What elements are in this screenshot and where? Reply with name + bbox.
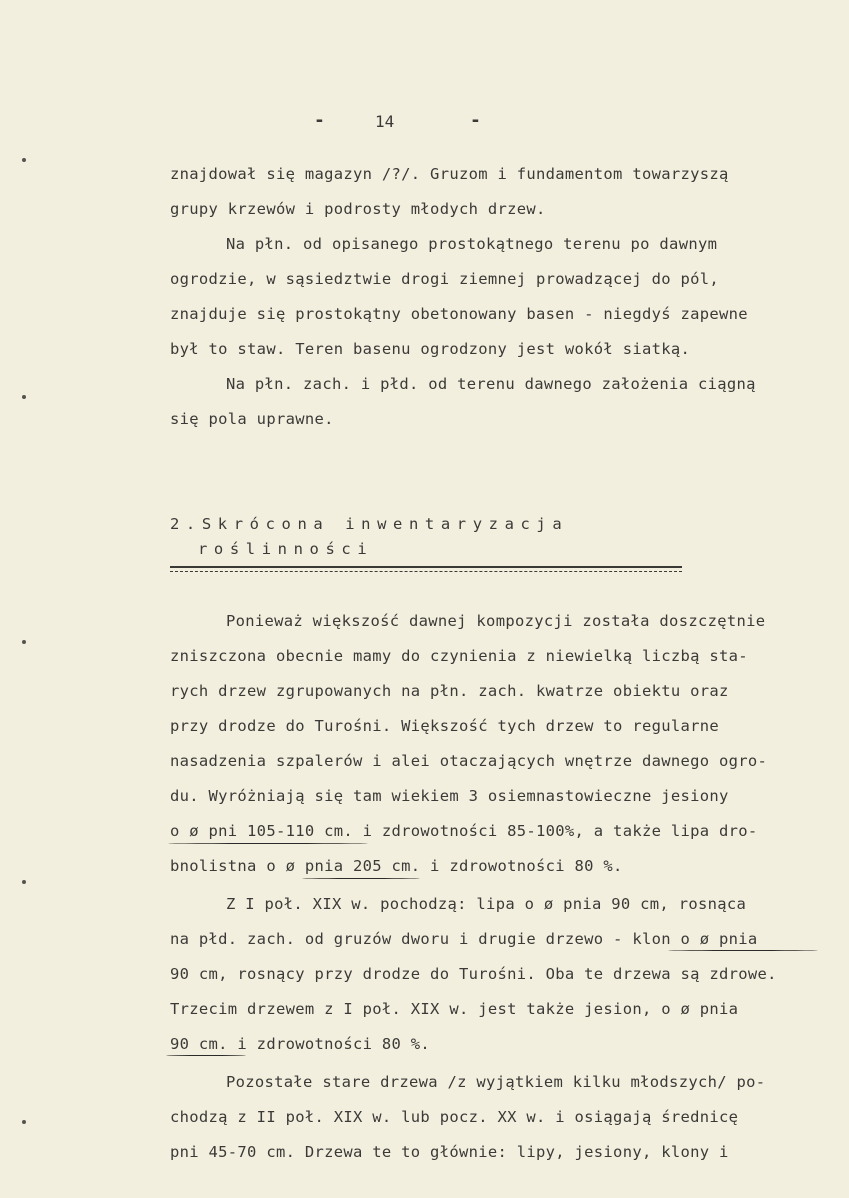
text-line: nasadzenia szpalerów i alei otaczających wnętrze dawnego ogro- [170, 752, 768, 770]
page-number-dash-left: - [314, 110, 325, 131]
text-line: Ponieważ większość dawnej kompozycji została doszczętnie [226, 612, 766, 630]
text-line: 90 cm, rosnący przy drodze do Turośni. Oba te drzewa są zdrowe. [170, 965, 777, 983]
text-line: Na płn. zach. i płd. od terenu dawnego założenia ciągną [226, 375, 756, 393]
text-line: na płd. zach. od gruzów dworu i drugie drzewo - klon o ø pnia [170, 930, 758, 948]
handwritten-underline [166, 1055, 246, 1056]
section-heading-continued: roślinności [198, 540, 374, 558]
handwritten-underline [668, 950, 818, 951]
page-number-dash-right: - [470, 110, 481, 131]
margin-mark [22, 880, 26, 884]
text-line: był to staw. Teren basenu ogrodzony jest wokół siatką. [170, 340, 691, 358]
handwritten-underline [168, 843, 368, 844]
text-line: 90 cm. i zdrowotności 80 %. [170, 1035, 431, 1053]
heading-underline [170, 566, 682, 572]
margin-mark [22, 1120, 26, 1124]
text-line: grupy krzewów i podrosty młodych drzew. [170, 200, 546, 218]
text-line: rych drzew zgrupowanych na płn. zach. kwatrze obiektu oraz [170, 682, 729, 700]
text-line: Trzecim drzewem z I poł. XIX w. jest także jesion, o ø pnia [170, 1000, 739, 1018]
text-line: du. Wyróżniają się tam wiekiem 3 osiemnastowieczne jesiony [170, 787, 729, 805]
margin-mark [22, 640, 26, 644]
margin-mark [22, 395, 26, 399]
text-line: ogrodzie, w sąsiedztwie drogi ziemnej prowadzącej do pól, [170, 270, 720, 288]
text-line: bnolistna o ø pnia 205 cm. i zdrowotności 80 %. [170, 857, 623, 875]
section-heading: 2.Skrócona inwentaryzacja [170, 515, 569, 533]
text-line: przy drodze do Turośni. Większość tych drzew to regularne [170, 717, 720, 735]
handwritten-underline [302, 878, 420, 879]
text-line: znajduje się prostokątny obetonowany basen - niegdyś zapewne [170, 305, 748, 323]
text-line: o ø pni 105-110 cm. i zdrowotności 85-100%, a także lipa dro- [170, 822, 758, 840]
text-line: znajdował się magazyn /?/. Gruzom i fundamentom towarzyszą [170, 165, 729, 183]
text-line: Pozostałe stare drzewa /z wyjątkiem kilku młodszych/ po- [226, 1073, 766, 1091]
text-line: Z I poł. XIX w. pochodzą: lipa o ø pnia 90 cm, rosnąca [226, 895, 747, 913]
text-line: chodzą z II poł. XIX w. lub pocz. XX w. i osiągają średnicę [170, 1108, 739, 1126]
text-line: pni 45-70 cm. Drzewa te to głównie: lipy, jesiony, klony i [170, 1143, 729, 1161]
text-line: zniszczona obecnie mamy do czynienia z niewielką liczbą sta- [170, 647, 748, 665]
text-line: Na płn. od opisanego prostokątnego terenu po dawnym [226, 235, 718, 253]
page-number: 14 [375, 112, 395, 131]
text-line: się pola uprawne. [170, 410, 334, 428]
margin-mark [22, 158, 26, 162]
